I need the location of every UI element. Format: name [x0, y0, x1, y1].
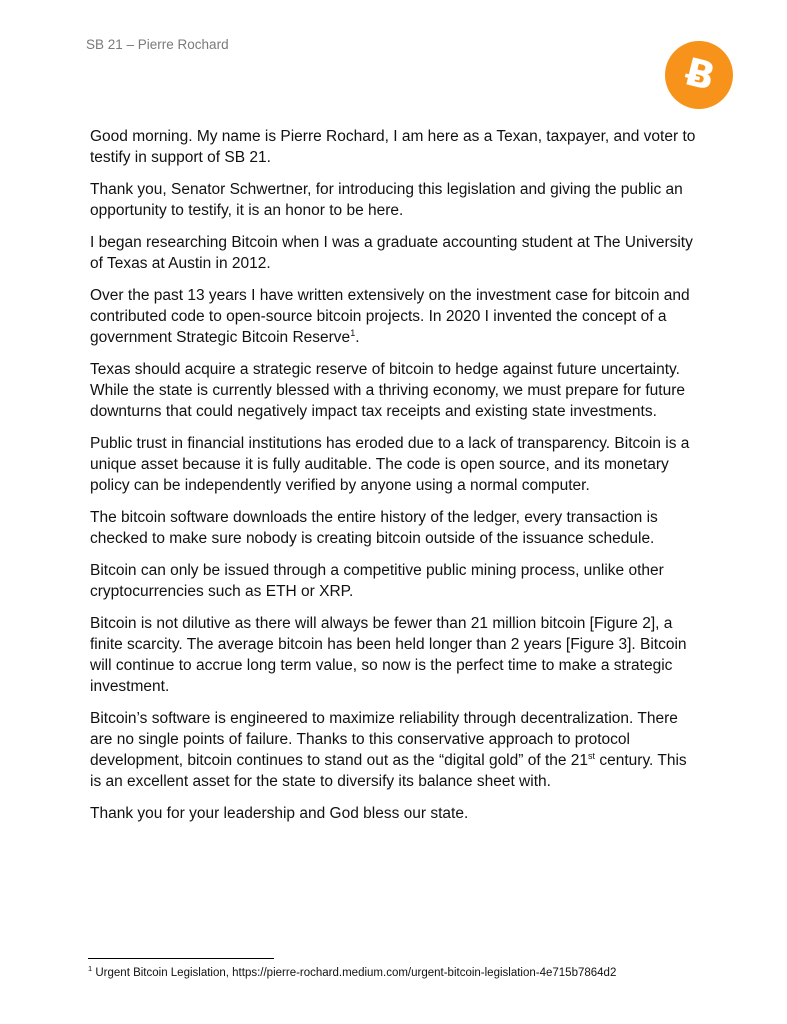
paragraph-reserve: [90, 285, 702, 348]
paragraph-closing: Thank you for your leadership and God bless our state.: [90, 805, 469, 822]
paragraph-issuance: Bitcoin can only be issued through a competitive public mining process, unlike other cryptocurrencies such as ETH or XRP.: [90, 562, 664, 600]
svg-text:Ƀ: Ƀ: [680, 49, 720, 100]
paragraph-software-text: Bitcoin’s software is engineered to maximize reliability through decentralization. There are no single points of failure. Thanks to this conservative approach to protocol development, bitcoin continues to stand out as the “digital gold” of the 21: [90, 710, 678, 769]
footnote-reference: 1: [350, 327, 356, 338]
paragraph-ledger: The bitcoin software downloads the entire history of the ledger, every transaction is checked to make sure nobody is creating bitcoin outside of the issuance schedule.: [90, 509, 658, 547]
bitcoin-logo-icon: [665, 41, 733, 109]
testimony-body: [90, 126, 702, 835]
paragraph-intro: Good morning. My name is Pierre Rochard, I am here as a Texan, taxpayer, and voter to testify in support of SB 21.: [90, 128, 696, 166]
page-header-title: SB 21 – Pierre Rochard: [86, 37, 229, 52]
paragraph-software: [90, 708, 702, 792]
paragraph-hedge: Texas should acquire a strategic reserve of bitcoin to hedge against future uncertainty. While the state is currently blessed with a thriving economy, we must prepare for future downturns that could negatively impact tax receipts and existing state investments.: [90, 361, 686, 420]
footnote-number: 1: [88, 964, 93, 974]
footnote-text: Urgent Bitcoin Legislation, https://pierre-rochard.medium.com/urgent-bitcoin-legislation-4e715b7864d2: [92, 967, 617, 979]
paragraph-scarcity: Bitcoin is not dilutive as there will always be fewer than 21 million bitcoin [Figure 2], a finite scarcity. The average bitcoin has been held longer than 2 years [Figure 3]. Bitcoin will continue to accrue long term value, so now is the perfect time to make a strategic investment.: [90, 615, 687, 695]
paragraph-reserve-tail: .: [355, 329, 360, 346]
paragraph-software-tail: century. This is an excellent asset for the state to diversify its balance sheet with.: [90, 752, 687, 790]
footnote-divider: [88, 958, 274, 959]
paragraph-thanks: Thank you, Senator Schwertner, for introducing this legislation and giving the public an opportunity to testify, it is an honor to be here.: [90, 181, 683, 219]
ordinal-suffix: st: [588, 750, 596, 761]
paragraph-trust: Public trust in financial institutions has eroded due to a lack of transparency. Bitcoin is a unique asset because it is fully auditable. The code is open source, and its monetary policy can be independently verified by anyone using a normal computer.: [90, 435, 690, 494]
paragraph-background: I began researching Bitcoin when I was a graduate accounting student at The University of Texas at Austin in 2012.: [90, 234, 693, 272]
footnote: [88, 966, 728, 981]
paragraph-reserve-text: Over the past 13 years I have written extensively on the investment case for bitcoin and contributed code to open-source bitcoin projects. In 2020 I invented the concept of a government Strategic Bitcoin Reserve: [90, 287, 690, 346]
